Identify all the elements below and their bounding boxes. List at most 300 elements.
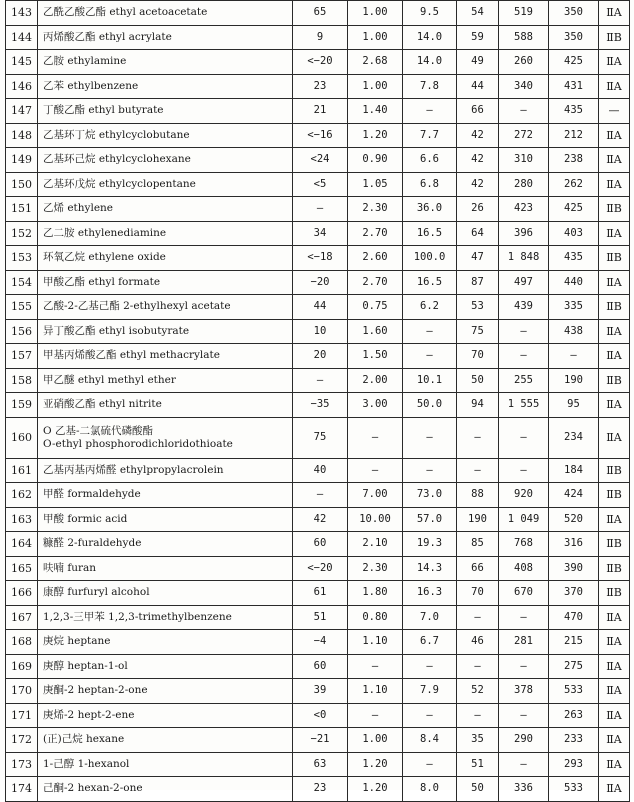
ignition-temperature-cell: 440 [549,270,599,295]
ignition-temperature-cell: 212 [549,123,599,148]
upper-limit-cell: 9.5 [403,1,457,26]
row-number-cell: 173 [6,752,38,777]
lower-limit-cell: 50 [457,368,499,393]
upper-limit-cell: 7.9 [403,679,457,704]
substance-name-cell: 乙苯 ethylbenzene [38,74,293,99]
upper-limit-cell: 14.3 [403,556,457,581]
ignition-temperature-cell: 350 [549,1,599,26]
substance-name-cell: 糠醛 2-furaldehyde [38,532,293,557]
flash-point-cell: −35 [293,393,348,418]
ignition-energy-cell: 768 [499,532,549,557]
relative-density-cell: — [348,417,403,458]
ignition-energy-cell: 310 [499,148,549,173]
ignition-temperature-cell: 95 [549,393,599,418]
ignition-energy-cell: 1 848 [499,246,549,271]
table-row [6,99,630,124]
table-row [6,25,630,50]
lower-limit-cell: 59 [457,25,499,50]
table-row [6,123,630,148]
gas-group-cell: ⅡA [599,630,630,655]
table-row [6,728,630,753]
row-number-cell: 144 [6,25,38,50]
upper-limit-cell: 73.0 [403,483,457,508]
row-number-cell: 147 [6,99,38,124]
substance-name-cell: (正)己烷 hexane [38,728,293,753]
upper-limit-cell: — [403,752,457,777]
ignition-temperature-cell: 184 [549,458,599,483]
lower-limit-cell: 52 [457,679,499,704]
ignition-temperature-cell: 233 [549,728,599,753]
flash-point-cell: −4 [293,630,348,655]
flash-point-cell: <−20 [293,50,348,75]
relative-density-cell: 2.10 [348,532,403,557]
gas-group-cell: ⅡA [599,507,630,532]
lower-limit-cell: 46 [457,630,499,655]
flash-point-cell: 23 [293,74,348,99]
flash-point-cell: 20 [293,344,348,369]
substance-name-cell: 乙酸-2-乙基己酯 2-ethylhexyl acetate [38,295,293,320]
gas-group-cell: ⅡA [599,605,630,630]
substance-name-cell: 甲基丙烯酸乙酯 ethyl methacrylate [38,344,293,369]
lower-limit-cell: 85 [457,532,499,557]
relative-density-cell: 1.20 [348,752,403,777]
ignition-energy-cell: 439 [499,295,549,320]
relative-density-cell: 3.00 [348,393,403,418]
table-row [6,417,630,458]
upper-limit-cell: 14.0 [403,50,457,75]
lower-limit-cell: 64 [457,221,499,246]
ignition-energy-cell: 670 [499,581,549,606]
upper-limit-cell: — [403,654,457,679]
ignition-energy-cell: 378 [499,679,549,704]
relative-density-cell: — [348,703,403,728]
flash-point-cell: 75 [293,417,348,458]
lower-limit-cell: 88 [457,483,499,508]
flash-point-cell: 51 [293,605,348,630]
lower-limit-cell: 70 [457,581,499,606]
lower-limit-cell: 75 [457,319,499,344]
substance-name-cell: 1-己醇 1-hexanol [38,752,293,777]
table-row [6,532,630,557]
table-row [6,679,630,704]
row-number-cell: 166 [6,581,38,606]
substance-name-cell: 乙酰乙酸乙酯 ethyl acetoacetate [38,1,293,26]
upper-limit-cell: 6.6 [403,148,457,173]
ignition-temperature-cell: 435 [549,246,599,271]
gas-group-cell: ⅡA [599,270,630,295]
relative-density-cell: 2.60 [348,246,403,271]
row-number-cell: 154 [6,270,38,295]
lower-limit-cell: 66 [457,556,499,581]
relative-density-cell: 2.30 [348,556,403,581]
upper-limit-cell: 6.7 [403,630,457,655]
gas-group-cell: ⅡA [599,50,630,75]
flash-point-cell: 34 [293,221,348,246]
flash-point-cell: — [293,368,348,393]
relative-density-cell: 2.70 [348,270,403,295]
flash-point-cell: 40 [293,458,348,483]
upper-limit-cell: — [403,703,457,728]
lower-limit-cell: — [457,703,499,728]
table-row [6,581,630,606]
upper-limit-cell: 8.0 [403,777,457,802]
ignition-energy-cell: 281 [499,630,549,655]
row-number-cell: 158 [6,368,38,393]
lower-limit-cell: 51 [457,752,499,777]
substance-name-cell: 乙二胺 ethylenediamine [38,221,293,246]
relative-density-cell: 2.00 [348,368,403,393]
lower-limit-cell: 42 [457,172,499,197]
row-number-cell: 165 [6,556,38,581]
upper-limit-cell: 57.0 [403,507,457,532]
gas-group-cell: ⅡA [599,344,630,369]
ignition-temperature-cell: 262 [549,172,599,197]
row-number-cell: 161 [6,458,38,483]
flash-point-cell: 21 [293,99,348,124]
flash-point-cell: <−20 [293,556,348,581]
upper-limit-cell: — [403,99,457,124]
row-number-cell: 153 [6,246,38,271]
lower-limit-cell: 70 [457,344,499,369]
gas-group-cell: ⅡB [599,295,630,320]
ignition-energy-cell: — [499,319,549,344]
table-row [6,344,630,369]
lower-limit-cell: 26 [457,197,499,222]
gas-group-cell: ⅡA [599,703,630,728]
table-row [6,752,630,777]
ignition-energy-cell: 396 [499,221,549,246]
row-number-cell: 155 [6,295,38,320]
substance-name-cell: 1,2,3-三甲苯 1,2,3-trimethylbenzene [38,605,293,630]
lower-limit-cell: — [457,654,499,679]
relative-density-cell: 10.00 [348,507,403,532]
row-number-cell: 159 [6,393,38,418]
substance-name-cell: 庚酮-2 heptan-2-one [38,679,293,704]
upper-limit-cell: 7.7 [403,123,457,148]
relative-density-cell: 7.00 [348,483,403,508]
gas-group-cell: — [599,99,630,124]
gas-group-cell: ⅡB [599,368,630,393]
table-row [6,507,630,532]
lower-limit-cell: 66 [457,99,499,124]
flash-point-cell: 65 [293,1,348,26]
substance-name-chinese: O 乙基-二氯硫代磷酸酯 [43,424,153,437]
gas-group-cell: ⅡA [599,1,630,26]
relative-density-cell: 0.90 [348,148,403,173]
relative-density-cell: 1.00 [348,1,403,26]
flash-point-cell: 39 [293,679,348,704]
ignition-energy-cell: — [499,99,549,124]
ignition-temperature-cell: 438 [549,319,599,344]
ignition-temperature-cell: 533 [549,777,599,802]
row-number-cell: 146 [6,74,38,99]
gas-group-cell: ⅡB [599,581,630,606]
ignition-temperature-cell: 238 [549,148,599,173]
ignition-energy-cell: — [499,703,549,728]
row-number-cell: 149 [6,148,38,173]
lower-limit-cell: 94 [457,393,499,418]
upper-limit-cell: 8.4 [403,728,457,753]
row-number-cell: 148 [6,123,38,148]
row-number-cell: 150 [6,172,38,197]
relative-density-cell: — [348,458,403,483]
table-row [6,172,630,197]
substance-name-cell: 呋喃 furan [38,556,293,581]
substance-name-cell: 甲酸乙酯 ethyl formate [38,270,293,295]
table-row [6,368,630,393]
row-number-cell: 168 [6,630,38,655]
substance-name-cell: 乙烯 ethylene [38,197,293,222]
relative-density-cell: 1.60 [348,319,403,344]
gas-group-cell: ⅡA [599,777,630,802]
substance-name-cell: 乙基环己烷 ethylcyclohexane [38,148,293,173]
ignition-energy-cell: 340 [499,74,549,99]
ignition-energy-cell: 272 [499,123,549,148]
ignition-energy-cell: 1 049 [499,507,549,532]
relative-density-cell: 1.40 [348,99,403,124]
flash-point-cell: 23 [293,777,348,802]
ignition-temperature-cell: 470 [549,605,599,630]
upper-limit-cell: 7.8 [403,74,457,99]
lower-limit-cell: — [457,605,499,630]
relative-density-cell: 1.00 [348,74,403,99]
row-number-cell: 170 [6,679,38,704]
ignition-energy-cell: — [499,458,549,483]
chemical-properties-table [5,0,630,802]
flash-point-cell: 61 [293,581,348,606]
row-number-cell: 156 [6,319,38,344]
flash-point-cell: — [293,483,348,508]
substance-name-cell: 丙烯酸乙酯 ethyl acrylate [38,25,293,50]
ignition-energy-cell: 280 [499,172,549,197]
ignition-temperature-cell: 520 [549,507,599,532]
upper-limit-cell: 19.3 [403,532,457,557]
flash-point-cell: 44 [293,295,348,320]
ignition-energy-cell: — [499,417,549,458]
ignition-temperature-cell: 425 [549,197,599,222]
ignition-energy-cell: 423 [499,197,549,222]
lower-limit-cell: 53 [457,295,499,320]
gas-group-cell: ⅡA [599,74,630,99]
relative-density-cell: — [348,654,403,679]
gas-group-cell: ⅡB [599,25,630,50]
substance-name-cell: 庚烯-2 hept-2-ene [38,703,293,728]
flash-point-cell: <5 [293,172,348,197]
upper-limit-cell: 50.0 [403,393,457,418]
gas-group-cell: ⅡB [599,556,630,581]
flash-point-cell: 63 [293,752,348,777]
table-row [6,50,630,75]
substance-name-cell [38,417,293,458]
row-number-cell: 164 [6,532,38,557]
relative-density-cell: 1.00 [348,728,403,753]
gas-group-cell: ⅡA [599,148,630,173]
upper-limit-cell: 16.3 [403,581,457,606]
gas-group-cell: ⅡA [599,123,630,148]
ignition-energy-cell: 260 [499,50,549,75]
gas-group-cell: ⅡB [599,483,630,508]
lower-limit-cell: 87 [457,270,499,295]
substance-name-cell: 甲乙醚 ethyl methyl ether [38,368,293,393]
upper-limit-cell: 16.5 [403,221,457,246]
ignition-energy-cell: 408 [499,556,549,581]
upper-limit-cell: 36.0 [403,197,457,222]
lower-limit-cell: 42 [457,123,499,148]
lower-limit-cell: 50 [457,777,499,802]
ignition-energy-cell: 519 [499,1,549,26]
upper-limit-cell: 10.1 [403,368,457,393]
substance-name-cell: 丁酸乙酯 ethyl butyrate [38,99,293,124]
ignition-energy-cell: 588 [499,25,549,50]
ignition-temperature-cell: 263 [549,703,599,728]
row-number-cell: 167 [6,605,38,630]
table-body [6,1,630,802]
ignition-temperature-cell: 316 [549,532,599,557]
ignition-temperature-cell: 293 [549,752,599,777]
lower-limit-cell: 35 [457,728,499,753]
substance-name-cell: 乙基环戊烷 ethylcyclopentane [38,172,293,197]
gas-group-cell: ⅡB [599,458,630,483]
flash-point-cell: <24 [293,148,348,173]
substance-name-cell: 亚硝酸乙酯 ethyl nitrite [38,393,293,418]
flash-point-cell: −21 [293,728,348,753]
flash-point-cell: <−18 [293,246,348,271]
lower-limit-cell: 42 [457,148,499,173]
upper-limit-cell: 100.0 [403,246,457,271]
relative-density-cell: 1.10 [348,630,403,655]
gas-group-cell: ⅡA [599,417,630,458]
ignition-energy-cell: 497 [499,270,549,295]
row-number-cell: 145 [6,50,38,75]
upper-limit-cell: 16.5 [403,270,457,295]
table-row [6,605,630,630]
table-row [6,556,630,581]
ignition-energy-cell: 336 [499,777,549,802]
upper-limit-cell: 6.8 [403,172,457,197]
ignition-temperature-cell: 425 [549,50,599,75]
lower-limit-cell: 47 [457,246,499,271]
substance-name-cell: 甲醛 formaldehyde [38,483,293,508]
ignition-temperature-cell: 431 [549,74,599,99]
relative-density-cell: 1.50 [348,344,403,369]
relative-density-cell: 1.00 [348,25,403,50]
relative-density-cell: 1.10 [348,679,403,704]
ignition-energy-cell: 1 555 [499,393,549,418]
upper-limit-cell: — [403,417,457,458]
gas-group-cell: ⅡA [599,319,630,344]
ignition-energy-cell: — [499,605,549,630]
flash-point-cell: 9 [293,25,348,50]
gas-group-cell: ⅡB [599,532,630,557]
substance-name-cell: 乙基环丁烷 ethylcyclobutane [38,123,293,148]
table-row [6,458,630,483]
lower-limit-cell: 54 [457,1,499,26]
ignition-energy-cell: 255 [499,368,549,393]
table-row [6,319,630,344]
gas-group-cell: ⅡB [599,197,630,222]
gas-group-cell: ⅡA [599,654,630,679]
table-row [6,1,630,26]
gas-group-cell: ⅡA [599,752,630,777]
table-row [6,483,630,508]
row-number-cell: 163 [6,507,38,532]
relative-density-cell: 1.20 [348,777,403,802]
ignition-temperature-cell: 190 [549,368,599,393]
row-number-cell: 143 [6,1,38,26]
gas-group-cell: ⅡA [599,679,630,704]
ignition-temperature-cell: — [549,344,599,369]
table-row [6,703,630,728]
gas-group-cell: ⅡA [599,728,630,753]
row-number-cell: 174 [6,777,38,802]
table-row [6,295,630,320]
row-number-cell: 151 [6,197,38,222]
upper-limit-cell: — [403,458,457,483]
relative-density-cell: 1.20 [348,123,403,148]
table-row [6,74,630,99]
lower-limit-cell: 44 [457,74,499,99]
gas-group-cell: ⅡA [599,172,630,197]
relative-density-cell: 1.05 [348,172,403,197]
gas-group-cell: ⅡB [599,246,630,271]
lower-limit-cell: 190 [457,507,499,532]
ignition-temperature-cell: 234 [549,417,599,458]
row-number-cell: 172 [6,728,38,753]
table-row [6,246,630,271]
ignition-temperature-cell: 335 [549,295,599,320]
row-number-cell: 157 [6,344,38,369]
flash-point-cell: 60 [293,654,348,679]
ignition-energy-cell: — [499,344,549,369]
relative-density-cell: 2.70 [348,221,403,246]
table-row [6,270,630,295]
relative-density-cell: 0.80 [348,605,403,630]
substance-name-english: O-ethyl phosphorodichloridothioate [43,437,233,450]
flash-point-cell: −20 [293,270,348,295]
substance-name-cell: 己酮-2 hexan-2-one [38,777,293,802]
upper-limit-cell: — [403,344,457,369]
ignition-temperature-cell: 390 [549,556,599,581]
relative-density-cell: 0.75 [348,295,403,320]
flash-point-cell: 60 [293,532,348,557]
gas-group-cell: ⅡA [599,393,630,418]
ignition-temperature-cell: 215 [549,630,599,655]
substance-name-cell: 乙基丙基丙烯醛 ethylpropylacrolein [38,458,293,483]
substance-name-cell: 异丁酸乙酯 ethyl isobutyrate [38,319,293,344]
upper-limit-cell: 7.0 [403,605,457,630]
row-number-cell: 171 [6,703,38,728]
relative-density-cell: 2.30 [348,197,403,222]
ignition-temperature-cell: 275 [549,654,599,679]
relative-density-cell: 1.80 [348,581,403,606]
table-row [6,630,630,655]
lower-limit-cell: 49 [457,50,499,75]
ignition-temperature-cell: 370 [549,581,599,606]
row-number-cell: 169 [6,654,38,679]
flash-point-cell: <0 [293,703,348,728]
ignition-temperature-cell: 403 [549,221,599,246]
flash-point-cell: — [293,197,348,222]
ignition-energy-cell: — [499,654,549,679]
ignition-temperature-cell: 424 [549,483,599,508]
substance-name-cell: 康醇 furfuryl alcohol [38,581,293,606]
upper-limit-cell: 14.0 [403,25,457,50]
substance-name-cell: 乙胺 ethylamine [38,50,293,75]
table-row [6,197,630,222]
substance-name-cell: 环氧乙烷 ethylene oxide [38,246,293,271]
row-number-cell: 160 [6,417,38,458]
ignition-temperature-cell: 350 [549,25,599,50]
